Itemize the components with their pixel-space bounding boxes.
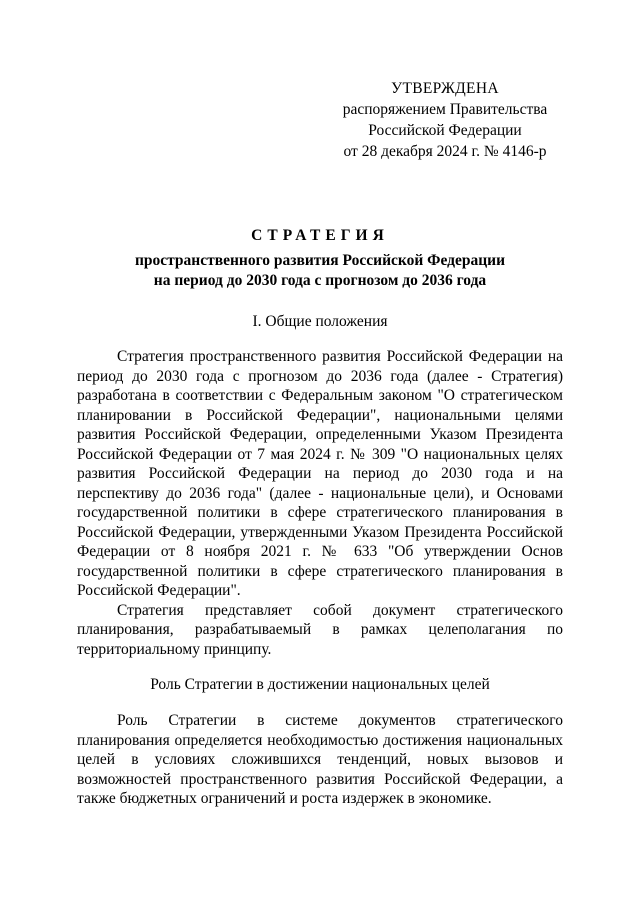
paragraph-strategy-role: Роль Стратегии в системе документов стратегического планирования определяется необходимостью достижения национальных целей в условиях сложившихся тенденций, новых вызовов и возможностей пространственного развития Российской Федерации, а также бюджетных ограничений и роста издержек в экономике. — [77, 712, 563, 807]
approval-line-country: Российской Федерации — [368, 122, 522, 139]
section-heading-general: I. Общие положения — [252, 313, 388, 330]
approval-line-date-number: от 28 декабря 2024 г. № 4146-р — [343, 143, 547, 160]
approval-line-authority: распоряжением Правительства — [342, 101, 548, 118]
document-subtitle-line1: пространственного развития Российской Федерации — [134, 252, 506, 269]
paragraph-strategy-basis: Стратегия пространственного развития Российской Федерации на период до 2030 года с прогнозом до 2036 года (далее - Стратегия) разработана в соответствии с Федеральным законом "О стратегическом планировании в Российской Федерации", национальными целями развития Российской Федерации, определенными Указом Президента Российской Федерации от 7 мая 2024 г. № 309 "О национальных целях развития Российской Федерации на период до 2030 года и на перспективу до 2036 года" (далее - национальные цели), и Основами государственной политики в сфере стратегического планирования в Российской Федерации, утвержденными Указом Президента Российской Федерации от 8 ноября 2021 г. № 633 "Об утверждении Основ государственной политики в сфере стратегического планирования в Российской Федерации". — [77, 348, 563, 599]
document-subtitle — [0, 251, 640, 291]
approval-stamp — [330, 78, 560, 162]
document-subtitle-line2: на период до 2030 года с прогнозом до 2036 года — [153, 272, 487, 289]
approval-title: УТВЕРЖДЕНА — [391, 80, 499, 97]
paragraph-strategy-definition: Стратегия представляет собой документ стратегического планирования, разрабатываемый в рамках целеполагания по территориальному принципу. — [77, 601, 563, 658]
section-general-body — [77, 347, 563, 659]
section-role-body — [77, 711, 563, 809]
document-title: СТРАТЕГИЯ — [251, 227, 389, 244]
section-heading-role: Роль Стратегии в достижении национальных целей — [150, 676, 490, 693]
